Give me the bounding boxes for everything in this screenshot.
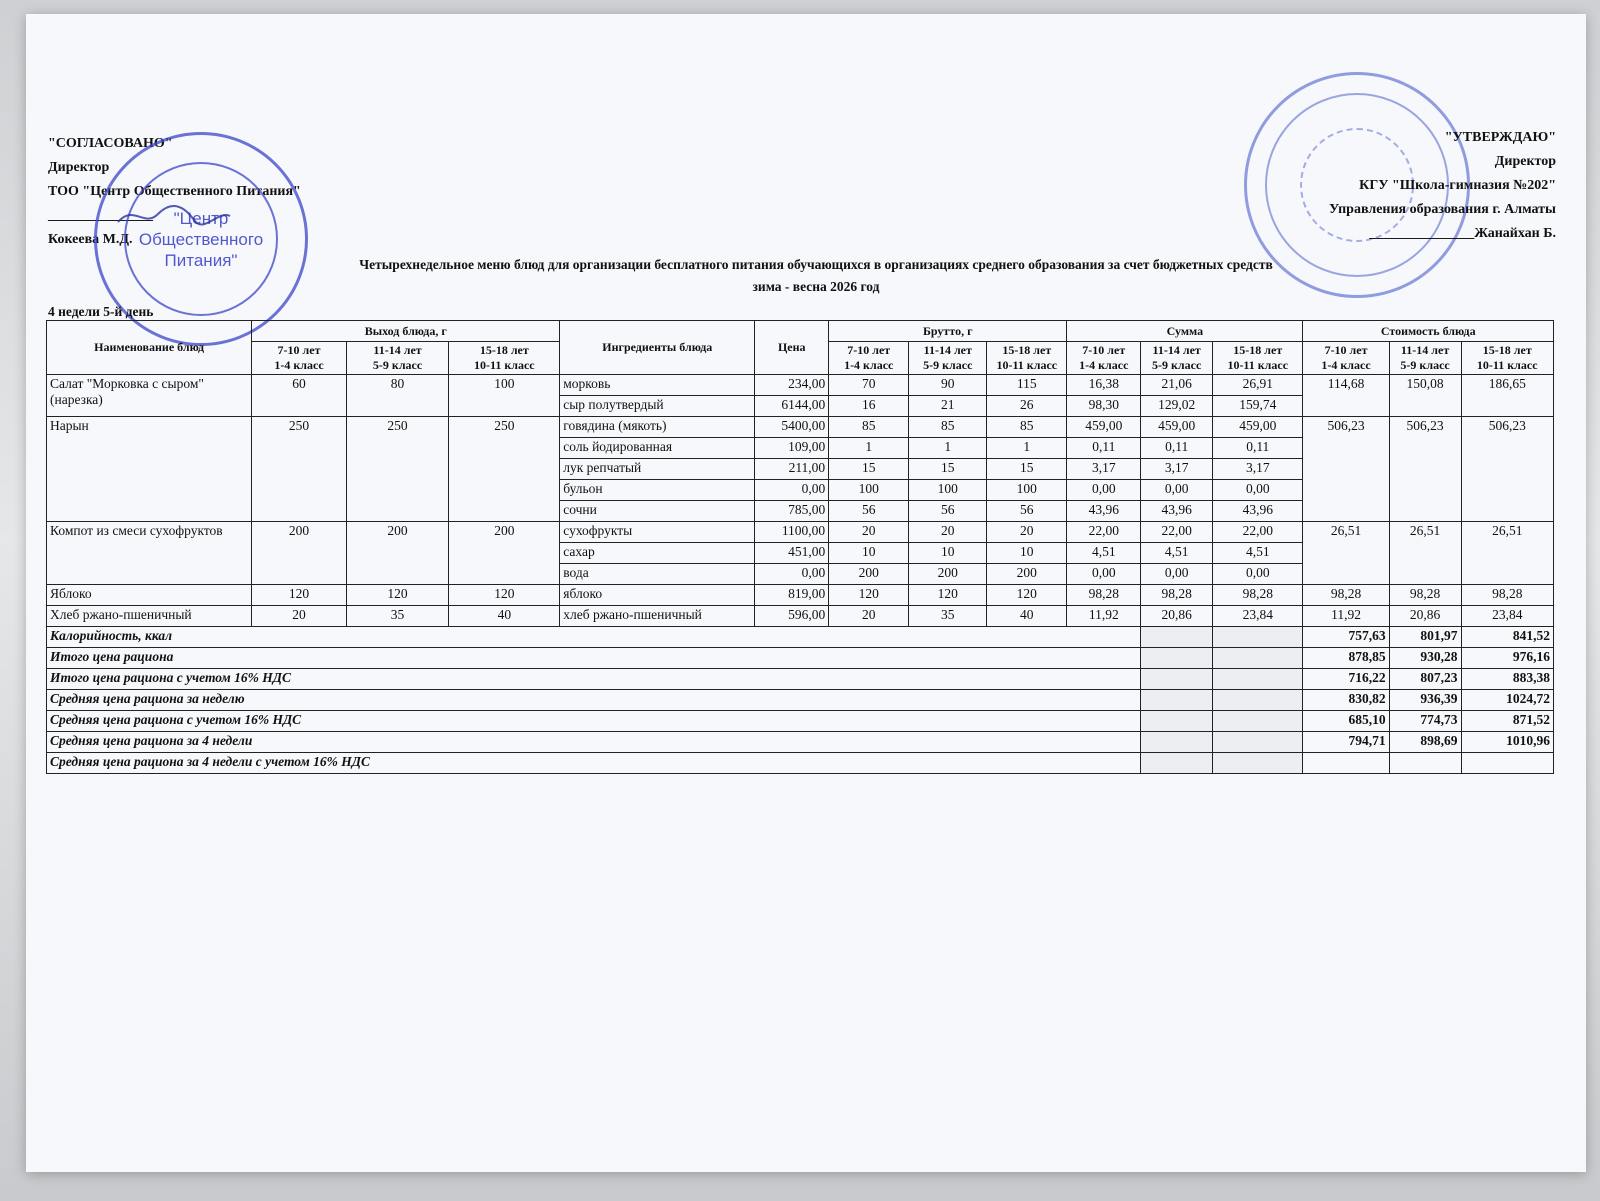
summary-value: 936,39: [1389, 690, 1461, 711]
dish-output: 250: [252, 417, 346, 522]
ingredient-price: 0,00: [755, 480, 829, 501]
table-row: [47, 522, 1554, 543]
grade-range: 5-9 класс: [1400, 358, 1450, 372]
ingredient-sum: 22,00: [1067, 522, 1141, 543]
age-range: 15-18 лет: [1233, 343, 1283, 357]
agreed-position: Директор: [48, 160, 110, 175]
dish-output: 120: [346, 585, 449, 606]
ingredient-sum: 0,00: [1213, 480, 1303, 501]
header-age-group: [1141, 342, 1213, 375]
summary-blank: [1213, 753, 1303, 774]
ingredient-sum: 26,91: [1213, 375, 1303, 396]
ingredient-sum: 22,00: [1213, 522, 1303, 543]
summary-label: Средняя цена рациона за 4 недели с учетом 16% НДС: [47, 753, 1141, 774]
summary-value: 841,52: [1461, 627, 1554, 648]
dish-cost: 26,51: [1461, 522, 1554, 585]
ingredient-brutto: 56: [829, 501, 909, 522]
seal-text-line: Общественного: [138, 229, 264, 249]
dish-cost: 150,08: [1389, 375, 1461, 417]
ingredient-sum: 4,51: [1067, 543, 1141, 564]
ingredient-brutto: 15: [987, 459, 1067, 480]
ingredient-brutto: 20: [987, 522, 1067, 543]
ingredient-name: сыр полутвердый: [560, 396, 755, 417]
approval-block-approved: [1196, 126, 1556, 246]
approved-heading: "УТВЕРЖДАЮ": [1444, 130, 1556, 145]
ingredient-brutto: 120: [909, 585, 987, 606]
header-age-group: [909, 342, 987, 375]
summary-label: Итого цена рациона с учетом 16% НДС: [47, 669, 1141, 690]
ingredient-brutto: 85: [909, 417, 987, 438]
ingredient-sum: 159,74: [1213, 396, 1303, 417]
ingredient-brutto: 21: [909, 396, 987, 417]
approved-position: Директор: [1494, 154, 1556, 169]
ingredient-brutto: 15: [909, 459, 987, 480]
ingredient-brutto: 100: [987, 480, 1067, 501]
summary-row: [47, 648, 1554, 669]
dish-name: Хлеб ржано-пшеничный: [47, 606, 252, 627]
dish-output: 250: [449, 417, 560, 522]
dish-output: 60: [252, 375, 346, 417]
summary-row: [47, 690, 1554, 711]
ingredient-name: сочни: [560, 501, 755, 522]
ingredient-brutto: 200: [829, 564, 909, 585]
ingredient-sum: 98,28: [1067, 585, 1141, 606]
ingredient-brutto: 200: [909, 564, 987, 585]
summary-value: 794,71: [1303, 732, 1389, 753]
ingredient-sum: 459,00: [1067, 417, 1141, 438]
dish-output: 120: [252, 585, 346, 606]
summary-value: [1389, 753, 1461, 774]
ingredient-brutto: 200: [987, 564, 1067, 585]
grade-range: 10-11 класс: [1476, 358, 1538, 372]
ingredient-sum: 0,00: [1141, 480, 1213, 501]
header-row: [47, 321, 1554, 342]
ingredient-brutto: 16: [829, 396, 909, 417]
header-price: Цена: [755, 321, 829, 375]
agreed-organization: ТОО "Центр Общественного Питания": [48, 184, 301, 199]
header-age-group: [829, 342, 909, 375]
agreed-signature-line: _______________: [48, 208, 153, 223]
grade-range: 5-9 класс: [372, 358, 423, 372]
ingredient-name: вода: [560, 564, 755, 585]
header-brutto: Брутто, г: [829, 321, 1067, 342]
ingredient-sum: 43,96: [1141, 501, 1213, 522]
ingredient-sum: 459,00: [1141, 417, 1213, 438]
dish-cost: 98,28: [1461, 585, 1554, 606]
grade-range: 1-4 класс: [1079, 358, 1129, 372]
dish-name: Яблоко: [47, 585, 252, 606]
ingredient-sum: 20,86: [1141, 606, 1213, 627]
dish-output: 100: [449, 375, 560, 417]
age-range: 7-10 лет: [847, 343, 891, 357]
table-row: [47, 585, 1554, 606]
age-range: 15-18 лет: [479, 343, 529, 357]
ingredient-brutto: 20: [829, 606, 909, 627]
approved-organization: КГУ "Школа-гимназия №202": [1359, 178, 1556, 193]
summary-blank: [1141, 711, 1213, 732]
summary-row: [47, 732, 1554, 753]
ingredient-brutto: 120: [829, 585, 909, 606]
ingredient-name: яблоко: [560, 585, 755, 606]
ingredient-sum: 4,51: [1213, 543, 1303, 564]
summary-blank: [1141, 627, 1213, 648]
ingredient-brutto: 70: [829, 375, 909, 396]
summary-blank: [1213, 627, 1303, 648]
dish-name: Компот из смеси сухофруктов: [47, 522, 252, 585]
summary-row: [47, 669, 1554, 690]
ingredient-sum: 21,06: [1141, 375, 1213, 396]
summary-value: 1010,96: [1461, 732, 1554, 753]
grade-range: 1-4 класс: [274, 358, 324, 372]
ingredient-name: говядина (мякоть): [560, 417, 755, 438]
header-age-group: [346, 342, 449, 375]
ingredient-price: 109,00: [755, 438, 829, 459]
summary-value: 774,73: [1389, 711, 1461, 732]
dish-name: Салат "Морковка с сыром" (нарезка): [47, 375, 252, 417]
agreed-signatory: Кокеева М.Д.: [48, 232, 133, 247]
dish-cost: 26,51: [1303, 522, 1389, 585]
ingredient-price: 596,00: [755, 606, 829, 627]
title-season: зима - весна 2026 год: [752, 279, 880, 294]
summary-blank: [1213, 690, 1303, 711]
summary-value: [1303, 753, 1389, 774]
ingredient-sum: 129,02: [1141, 396, 1213, 417]
approved-department: Управления образования г. Алматы: [1328, 202, 1556, 217]
summary-blank: [1141, 669, 1213, 690]
header-age-group: [1461, 342, 1554, 375]
dish-cost: 506,23: [1389, 417, 1461, 522]
age-range: 11-14 лет: [1152, 343, 1201, 357]
dish-cost: 98,28: [1303, 585, 1389, 606]
summary-label: Итого цена рациона: [47, 648, 1141, 669]
ingredient-sum: 3,17: [1141, 459, 1213, 480]
summary-value: 898,69: [1389, 732, 1461, 753]
ingredient-brutto: 90: [909, 375, 987, 396]
header-age-group: [1389, 342, 1461, 375]
summary-row: [47, 753, 1554, 774]
summary-label: Средняя цена рациона за 4 недели: [47, 732, 1141, 753]
summary-blank: [1213, 669, 1303, 690]
grade-range: 10-11 класс: [996, 358, 1058, 372]
ingredient-sum: 0,11: [1067, 438, 1141, 459]
summary-blank: [1213, 732, 1303, 753]
ingredient-sum: 0,00: [1213, 564, 1303, 585]
summary-value: 716,22: [1303, 669, 1389, 690]
dish-output: 200: [346, 522, 449, 585]
age-range: 11-14 лет: [373, 343, 422, 357]
header-age-group: [1213, 342, 1303, 375]
ingredient-brutto: 10: [909, 543, 987, 564]
ingredient-brutto: 35: [909, 606, 987, 627]
summary-blank: [1141, 690, 1213, 711]
summary-value: 830,82: [1303, 690, 1389, 711]
dish-name: Нарын: [47, 417, 252, 522]
ingredient-sum: 98,30: [1067, 396, 1141, 417]
summary-label: Средняя цена рациона с учетом 16% НДС: [47, 711, 1141, 732]
grade-range: 1-4 класс: [1321, 358, 1371, 372]
summary-label: Средняя цена рациона за неделю: [47, 690, 1141, 711]
dish-output: 20: [252, 606, 346, 627]
summary-value: [1461, 753, 1554, 774]
table-row: [47, 375, 1554, 396]
dish-cost: 20,86: [1389, 606, 1461, 627]
ingredient-brutto: 100: [909, 480, 987, 501]
dish-output: 200: [252, 522, 346, 585]
ingredient-sum: 98,28: [1141, 585, 1213, 606]
summary-blank: [1141, 732, 1213, 753]
header-age-group: [987, 342, 1067, 375]
age-range: 7-10 лет: [1324, 343, 1368, 357]
summary-blank: [1213, 648, 1303, 669]
ingredient-brutto: 120: [987, 585, 1067, 606]
ingredient-brutto: 1: [987, 438, 1067, 459]
summary-label: Калорийность, ккал: [47, 627, 1141, 648]
summary-blank: [1141, 753, 1213, 774]
handwritten-signature: [114, 200, 234, 230]
ingredient-sum: 43,96: [1213, 501, 1303, 522]
ingredient-brutto: 85: [987, 417, 1067, 438]
title-line: Четырехнедельное меню блюд для организации бесплатного питания обучающихся в организациях среднего образования за счет бюджетных средств: [359, 257, 1273, 272]
header-output: Выход блюда, г: [252, 321, 560, 342]
ingredient-sum: 0,11: [1141, 438, 1213, 459]
grade-range: 1-4 класс: [844, 358, 894, 372]
dish-output: 200: [449, 522, 560, 585]
header-age-group: [1303, 342, 1389, 375]
agreed-heading: "СОГЛАСОВАНО": [48, 136, 173, 151]
grade-range: 10-11 класс: [1227, 358, 1289, 372]
ingredient-brutto: 15: [829, 459, 909, 480]
summary-blank: [1213, 711, 1303, 732]
ingredient-sum: 23,84: [1213, 606, 1303, 627]
ingredient-brutto: 56: [987, 501, 1067, 522]
ingredient-sum: 0,00: [1141, 564, 1213, 585]
ingredient-price: 6144,00: [755, 396, 829, 417]
header-cost: Стоимость блюда: [1303, 321, 1554, 342]
ingredient-sum: 11,92: [1067, 606, 1141, 627]
header-age-group: [252, 342, 346, 375]
menu-day-label: 4 недели 5-й день: [48, 304, 154, 319]
header-dish-name: Наименование блюд: [47, 321, 252, 375]
ingredient-name: сухофрукты: [560, 522, 755, 543]
ingredient-sum: 43,96: [1067, 501, 1141, 522]
ingredient-price: 819,00: [755, 585, 829, 606]
summary-value: 976,16: [1461, 648, 1554, 669]
ingredient-name: сахар: [560, 543, 755, 564]
summary-value: 685,10: [1303, 711, 1389, 732]
summary-value: 1024,72: [1461, 690, 1554, 711]
ingredient-name: лук репчатый: [560, 459, 755, 480]
ingredient-brutto: 85: [829, 417, 909, 438]
summary-value: 801,97: [1389, 627, 1461, 648]
header-ingredients: Ингредиенты блюда: [560, 321, 755, 375]
ingredient-sum: 3,17: [1067, 459, 1141, 480]
summary-value: 871,52: [1461, 711, 1554, 732]
summary-blank: [1141, 648, 1213, 669]
header-age-group: [1067, 342, 1141, 375]
dish-output: 120: [449, 585, 560, 606]
age-range: 11-14 лет: [923, 343, 972, 357]
ingredient-sum: 22,00: [1141, 522, 1213, 543]
ingredient-sum: 98,28: [1213, 585, 1303, 606]
table-row: [47, 417, 1554, 438]
dish-cost: 26,51: [1389, 522, 1461, 585]
ingredient-price: 0,00: [755, 564, 829, 585]
summary-value: 930,28: [1389, 648, 1461, 669]
dish-cost: 506,23: [1303, 417, 1389, 522]
grade-range: 10-11 класс: [473, 358, 535, 372]
ingredient-name: бульон: [560, 480, 755, 501]
seal-text-line: Питания": [164, 250, 238, 270]
grade-range: 5-9 класс: [1152, 358, 1202, 372]
dish-cost: 186,65: [1461, 375, 1554, 417]
dish-output: 40: [449, 606, 560, 627]
dish-cost: 23,84: [1461, 606, 1554, 627]
ingredient-brutto: 40: [987, 606, 1067, 627]
grade-range: 5-9 класс: [923, 358, 973, 372]
header-sum: Сумма: [1067, 321, 1303, 342]
summary-value: 757,63: [1303, 627, 1389, 648]
ingredient-brutto: 10: [987, 543, 1067, 564]
ingredient-sum: 16,38: [1067, 375, 1141, 396]
ingredient-brutto: 20: [909, 522, 987, 543]
dish-cost: 506,23: [1461, 417, 1554, 522]
ingredient-price: 1100,00: [755, 522, 829, 543]
ingredient-name: хлеб ржано-пшеничный: [560, 606, 755, 627]
approved-signatory: _______________Жанайхан Б.: [1369, 226, 1556, 241]
ingredient-price: 451,00: [755, 543, 829, 564]
document-title: [246, 254, 1386, 298]
ingredient-sum: 0,00: [1067, 564, 1141, 585]
summary-value: 883,38: [1461, 669, 1554, 690]
dish-output: 35: [346, 606, 449, 627]
summary-value: 807,23: [1389, 669, 1461, 690]
document-sheet: [26, 14, 1586, 1172]
ingredient-price: 211,00: [755, 459, 829, 480]
ingredient-brutto: 1: [909, 438, 987, 459]
ingredient-name: морковь: [560, 375, 755, 396]
dish-cost: 98,28: [1389, 585, 1461, 606]
dish-cost: 114,68: [1303, 375, 1389, 417]
age-range: 7-10 лет: [1082, 343, 1126, 357]
summary-row: [47, 627, 1554, 648]
dish-output: 250: [346, 417, 449, 522]
seal-text-line: "Центр: [173, 208, 229, 228]
dish-cost: 11,92: [1303, 606, 1389, 627]
ingredient-price: 234,00: [755, 375, 829, 396]
summary-row: [47, 711, 1554, 732]
ingredient-sum: 459,00: [1213, 417, 1303, 438]
ingredient-brutto: 1: [829, 438, 909, 459]
age-range: 15-18 лет: [1482, 343, 1532, 357]
age-range: 15-18 лет: [1002, 343, 1052, 357]
ingredient-sum: 0,11: [1213, 438, 1303, 459]
ingredient-brutto: 26: [987, 396, 1067, 417]
ingredient-sum: 3,17: [1213, 459, 1303, 480]
header-age-group: [449, 342, 560, 375]
ingredient-brutto: 115: [987, 375, 1067, 396]
age-range: 7-10 лет: [277, 343, 321, 357]
dish-output: 80: [346, 375, 449, 417]
ingredient-brutto: 20: [829, 522, 909, 543]
age-range: 11-14 лет: [1400, 343, 1450, 357]
ingredient-brutto: 100: [829, 480, 909, 501]
table-row: [47, 606, 1554, 627]
ingredient-sum: 0,00: [1067, 480, 1141, 501]
menu-table: [46, 320, 1554, 774]
summary-value: 878,85: [1303, 648, 1389, 669]
ingredient-brutto: 56: [909, 501, 987, 522]
ingredient-price: 5400,00: [755, 417, 829, 438]
ingredient-brutto: 10: [829, 543, 909, 564]
ingredient-price: 785,00: [755, 501, 829, 522]
ingredient-sum: 4,51: [1141, 543, 1213, 564]
ingredient-name: соль йодированная: [560, 438, 755, 459]
